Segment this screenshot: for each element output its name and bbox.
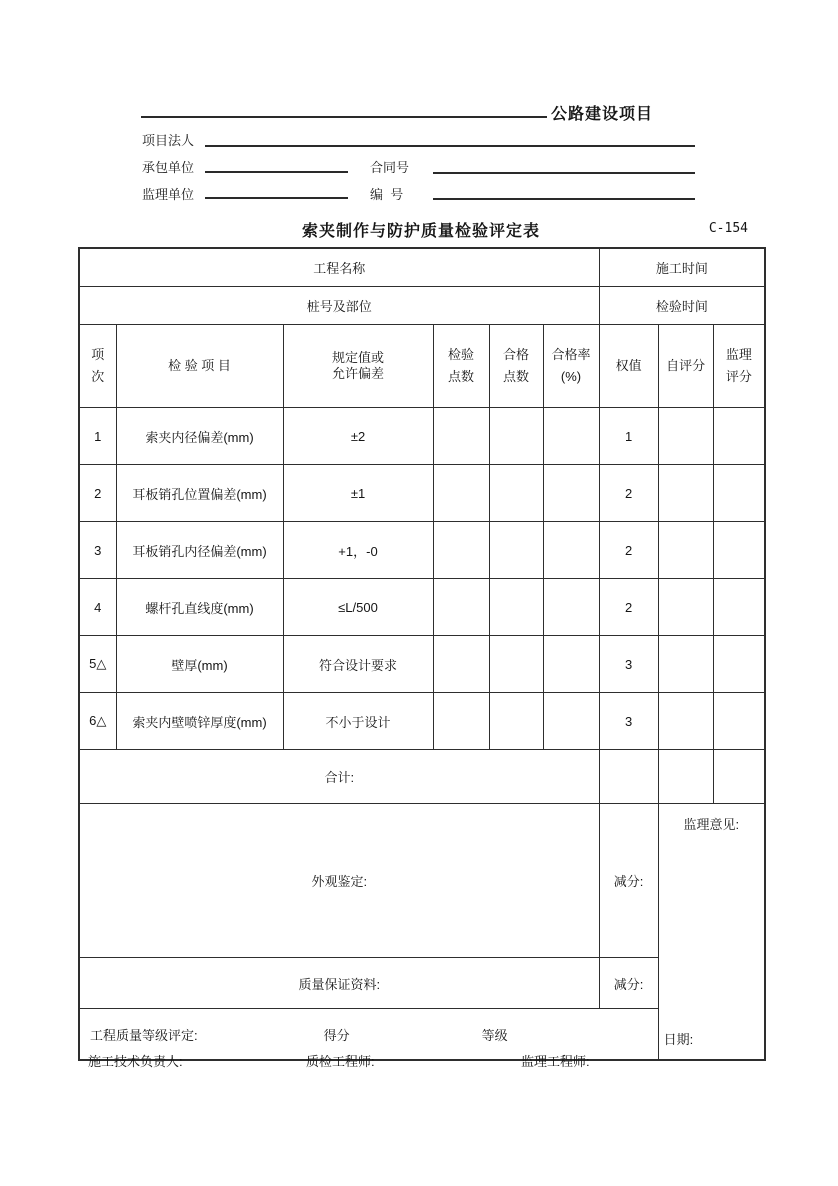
project-name-blank-line [141,116,547,118]
col-header-self-score: 自评分 [658,325,713,408]
cell-supervisor-score [713,522,765,579]
total-row [79,750,765,804]
col-header-no: 项 次 [79,325,116,408]
cell-no: 2 [79,465,116,522]
inspection-time-cell: 检验时间 [599,287,765,325]
date-label: 日期: [663,1032,694,1047]
serial-no-blank-line [433,198,695,200]
cell-pass-points [489,579,543,636]
construction-tech-lead-label: 施工技术负责人: [88,1054,183,1069]
info-row-station [79,287,765,325]
serial-no-label: 编 号 [370,187,404,202]
cell-spec: ±1 [283,465,433,522]
col-header-item: 检 验 项 目 [116,325,283,408]
col-header-pass-rate: 合格率 (%) [543,325,599,408]
total-self-score-cell [658,750,713,804]
supervisor-opinion-label: 监理意见: [683,817,740,832]
cell-weight: 1 [599,408,658,465]
contract-no-label: 合同号 [370,160,410,175]
supervisor-opinion-cell [658,804,765,1061]
cell-pass-rate [543,522,599,579]
cell-spec: 不小于设计 [283,693,433,750]
cell-pass-points [489,408,543,465]
construction-time-cell: 施工时间 [599,248,765,287]
owner-blank-line [205,145,695,147]
table-row [79,579,765,636]
cell-weight: 2 [599,465,658,522]
col-header-pass-points: 合格 点数 [489,325,543,408]
cell-pass-points [489,636,543,693]
inspection-table [78,247,766,1061]
table-row [79,693,765,750]
score-label: 得分 [323,1027,350,1043]
appearance-row [79,804,765,958]
col-header-weight: 权值 [599,325,658,408]
cell-self-score [658,408,713,465]
contractor-label: 承包单位 [142,160,195,175]
table-row [79,522,765,579]
cell-spec: 符合设计要求 [283,636,433,693]
cell-check-points [433,522,489,579]
cell-item: 壁厚(mm) [116,636,283,693]
cell-no: 6△ [79,693,116,750]
col-header-check-points: 检验 点数 [433,325,489,408]
cell-self-score [658,579,713,636]
cell-supervisor-score [713,408,765,465]
qa-deduction-cell: 减分: [599,958,658,1009]
total-label-cell: 合计: [79,750,599,804]
col-header-supervisor-score: 监理 评分 [713,325,765,408]
contractor-blank-line [205,171,348,173]
supervising-engineer-label: 监理工程师: [521,1054,590,1069]
station-location-cell: 桩号及部位 [79,287,599,325]
cell-no: 5△ [79,636,116,693]
cell-self-score [658,693,713,750]
cell-weight: 2 [599,579,658,636]
cell-weight: 3 [599,693,658,750]
cell-weight: 2 [599,522,658,579]
cell-pass-rate [543,579,599,636]
appearance-deduction-cell: 减分: [599,804,658,958]
cell-check-points [433,465,489,522]
grade-level-label: 等级 [481,1027,508,1043]
grade-label: 工程质量等级评定: [90,1027,198,1043]
cell-item: 索夹内壁喷锌厚度(mm) [116,693,283,750]
cell-check-points [433,579,489,636]
project-suffix-label: 公路建设项目 [551,106,654,123]
total-supervisor-score-cell [713,750,765,804]
cell-self-score [658,465,713,522]
form-code: C-154 [708,221,748,236]
qc-engineer-label: 质检工程师: [306,1054,375,1069]
cell-supervisor-score [713,693,765,750]
cell-check-points [433,408,489,465]
supervisor-blank-line [205,197,348,199]
table-row [79,465,765,522]
cell-spec: +1，-0 [283,522,433,579]
cell-item: 螺杆孔直线度(mm) [116,579,283,636]
cell-item: 索夹内径偏差(mm) [116,408,283,465]
cell-no: 3 [79,522,116,579]
supervisor-unit-label: 监理单位 [142,187,195,202]
cell-pass-points [489,693,543,750]
form-title: 索夹制作与防护质量检验评定表 [301,223,540,240]
cell-pass-points [489,465,543,522]
owner-label: 项目法人 [142,133,195,148]
cell-check-points [433,693,489,750]
cell-item: 耳板销孔内径偏差(mm) [116,522,283,579]
cell-item: 耳板销孔位置偏差(mm) [116,465,283,522]
cell-pass-rate [543,465,599,522]
cell-spec: ±2 [283,408,433,465]
total-weight-cell [599,750,658,804]
cell-no: 4 [79,579,116,636]
cell-pass-rate [543,408,599,465]
cell-pass-rate [543,636,599,693]
column-header-row [79,325,765,408]
cell-supervisor-score [713,465,765,522]
cell-spec: ≤L/500 [283,579,433,636]
appearance-cell: 外观鉴定: [79,804,599,958]
project-name-cell: 工程名称 [79,248,599,287]
table-row [79,408,765,465]
contract-no-blank-line [433,172,695,174]
cell-self-score [658,522,713,579]
cell-supervisor-score [713,636,765,693]
table-row [79,636,765,693]
cell-no: 1 [79,408,116,465]
cell-pass-points [489,522,543,579]
info-row-project [79,248,765,287]
cell-self-score [658,636,713,693]
cell-check-points [433,636,489,693]
quality-assurance-cell: 质量保证资料: [79,958,599,1009]
title-bar [78,218,764,242]
cell-weight: 3 [599,636,658,693]
cell-supervisor-score [713,579,765,636]
cell-pass-rate [543,693,599,750]
col-header-spec: 规定值或 允许偏差 [283,325,433,408]
